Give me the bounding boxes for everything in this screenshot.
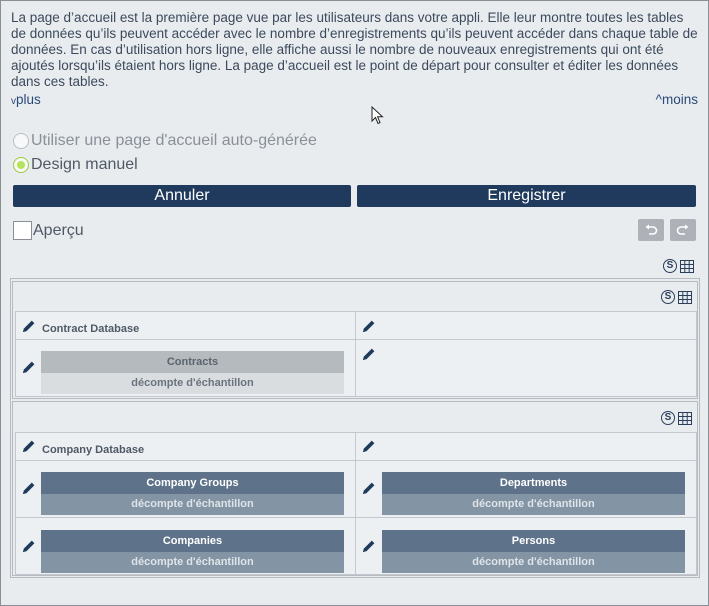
styles-icon[interactable]: S <box>663 259 677 273</box>
more-link-label: plus <box>16 92 41 107</box>
mouse-cursor-icon <box>371 106 385 126</box>
undo-button[interactable] <box>638 219 664 241</box>
table-cell <box>15 460 356 518</box>
intro-text: La page d’accueil est la première page vue par les utilisateurs dans votre appli. Elle leur montre toutes les tables de données qu’ils peuvent accéder avec le nombre d’enregistrements qu’ils peuvent accéder dans chaque table de données. En cas d’utilisation hors ligne, elle affiche aussi le nombre de nouveaux enregistrements qui ont été ajoutés lorsqu’ils étaient hors ligne. La page d’accueil est le point de départ pour consulter et éditer les données dans ces tables. <box>11 10 698 89</box>
redo-button[interactable] <box>670 219 696 241</box>
table-tile-count: décompte d'échantillon <box>382 552 685 573</box>
table-tile-count: décompte d'échantillon <box>382 494 685 515</box>
pencil-icon[interactable] <box>362 481 376 495</box>
database-name: Company Database <box>42 444 145 456</box>
preview-checkbox[interactable] <box>13 221 32 240</box>
table-cell <box>15 432 356 461</box>
styles-icon[interactable]: S <box>661 411 675 425</box>
table-cell <box>15 339 356 397</box>
table-cell <box>15 311 356 340</box>
table-cell <box>355 339 697 397</box>
panel-icons <box>661 290 692 304</box>
table-tile-title[interactable]: Persons <box>382 530 685 552</box>
table-layout-icon[interactable] <box>680 260 694 273</box>
chevron-down-icon: v <box>11 96 16 107</box>
pencil-icon[interactable] <box>362 319 376 333</box>
page-icons <box>663 259 694 273</box>
option-manual-label: Design manuel <box>31 156 138 173</box>
table-cell <box>355 432 697 461</box>
table-tile-count: décompte d'échantillon <box>41 494 344 515</box>
table-tile-title[interactable]: Departments <box>382 472 685 494</box>
company-database-panel <box>12 401 698 576</box>
table-layout-icon[interactable] <box>678 412 692 425</box>
cancel-button[interactable]: Annuler <box>13 185 351 207</box>
contract-database-panel <box>12 281 698 399</box>
pencil-icon[interactable] <box>22 360 36 374</box>
table-cell <box>355 517 697 575</box>
table-cell <box>15 517 356 575</box>
option-auto-generated[interactable] <box>13 132 317 150</box>
panel-icons <box>661 411 692 425</box>
preview-label: Aperçu <box>33 221 84 239</box>
radio-manual[interactable] <box>13 157 29 173</box>
styles-icon[interactable]: S <box>661 290 675 304</box>
less-link[interactable]: ^moins <box>655 92 698 107</box>
pencil-icon[interactable] <box>22 439 36 453</box>
table-tile-count: décompte d'échantillon <box>41 373 344 394</box>
table-cell <box>355 311 697 340</box>
option-auto-label: Utiliser une page d'accueil auto-générée <box>31 132 317 149</box>
pencil-icon[interactable] <box>362 539 376 553</box>
preview-toggle[interactable] <box>13 221 84 240</box>
pencil-icon[interactable] <box>362 439 376 453</box>
database-name: Contract Database <box>42 323 140 335</box>
redo-icon <box>676 224 690 236</box>
pencil-icon[interactable] <box>22 539 36 553</box>
table-tile-title[interactable]: Contracts <box>41 351 344 373</box>
table-layout-icon[interactable] <box>678 291 692 304</box>
pencil-icon[interactable] <box>362 347 376 361</box>
table-tile-count: décompte d'échantillon <box>41 552 344 573</box>
table-tile-title[interactable]: Companies <box>41 530 344 552</box>
pencil-icon[interactable] <box>22 319 36 333</box>
more-link[interactable] <box>11 92 41 107</box>
table-cell <box>355 460 697 518</box>
option-manual-design[interactable] <box>13 156 138 174</box>
table-tile-title[interactable]: Company Groups <box>41 472 344 494</box>
save-button[interactable]: Enregistrer <box>357 185 696 207</box>
undo-icon <box>644 224 658 236</box>
radio-auto[interactable] <box>13 133 29 149</box>
pencil-icon[interactable] <box>22 481 36 495</box>
